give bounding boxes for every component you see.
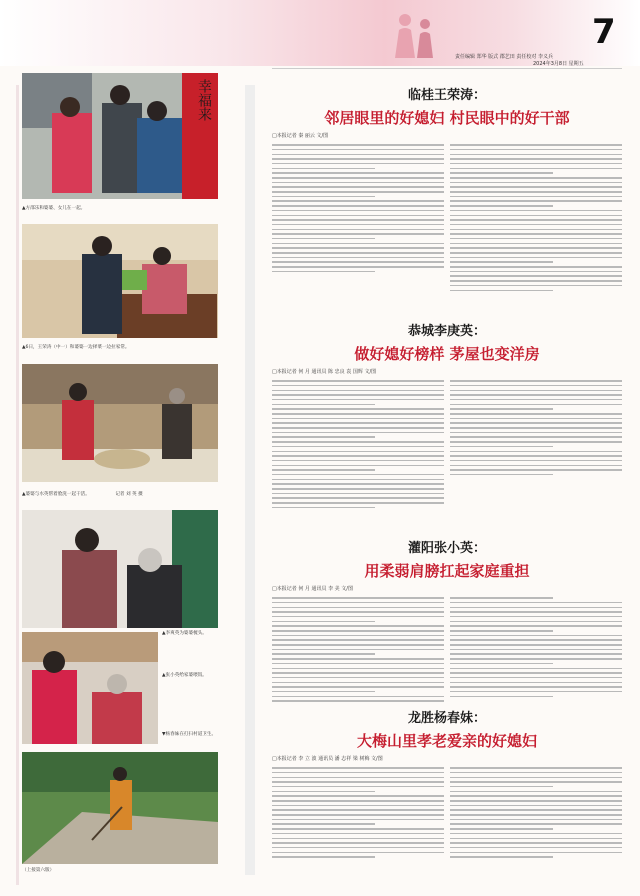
article-zhang-xiaoying xyxy=(272,537,622,705)
article-wang-rongtao xyxy=(272,84,622,294)
article-yang-chunmei xyxy=(272,707,622,861)
article-li-gengying xyxy=(272,320,622,511)
article-body xyxy=(272,141,622,294)
article-body xyxy=(272,764,622,861)
photo-family xyxy=(22,73,218,199)
article-body xyxy=(272,377,622,511)
photo-credit: 记者 刘 英 摄 xyxy=(115,492,143,497)
photo-caption-row xyxy=(22,492,222,498)
photo-kitchen xyxy=(22,224,218,338)
text-column-2 xyxy=(450,594,622,705)
page-number: 7 xyxy=(592,12,616,52)
article-byline: □本报记者 何 月 通讯员 李 美 文/图 xyxy=(272,586,353,592)
editor-credits: 责任编辑 郑华 版式 郡艺田 责任校对 李义兵 xyxy=(455,54,553,60)
text-column-2 xyxy=(450,141,622,294)
family-silhouette-icon xyxy=(385,8,445,63)
column-gutter xyxy=(245,85,255,875)
article-kicker: 临桂王荣涛： xyxy=(407,88,486,103)
couplet-text: 幸福来 xyxy=(196,79,212,121)
text-column-1 xyxy=(272,594,444,705)
article-headline: 大梅山里孝老爱亲的好媳妇 xyxy=(356,732,537,750)
photo-caption: ▲婆婆与水英帮着脸洗一起干活。 xyxy=(22,492,90,497)
issue-date: 2024年3月8日 星期五 xyxy=(533,61,584,67)
article-kicker: 灌阳张小英： xyxy=(407,541,486,556)
article-headline: 用柔弱肩膀扛起家庭重担 xyxy=(364,562,530,580)
text-column-2 xyxy=(450,377,622,511)
article-kicker: 龙胜杨春妹： xyxy=(407,711,486,726)
text-column-1 xyxy=(272,764,444,861)
photo-caption: ▲方邵乐和婆婆、女儿在一起。 xyxy=(22,206,86,211)
photo-feeding xyxy=(22,632,158,744)
article-headline: 做好媳好榜样 茅屋也变洋房 xyxy=(354,345,540,363)
photo-hair-combing xyxy=(22,510,218,628)
article-headline: 邻居眼里的好媳妇 村民眼中的好干部 xyxy=(324,109,570,127)
photo-courtyard xyxy=(22,364,218,482)
article-kicker: 恭城李庚英： xyxy=(407,324,486,339)
photo-caption: ▲张小英给家婆喂饭。 xyxy=(162,673,207,678)
photo-caption: ▲6日，王荣涛（中一）和婆婆一边择菜一边拉家常。 xyxy=(22,345,130,350)
photo-caption: ▼杨春妹在打扫村道卫生。 xyxy=(162,732,217,737)
article-byline: □本报记者 秦 丽云 文/图 xyxy=(272,133,329,139)
text-column-1 xyxy=(272,141,444,294)
text-column-2 xyxy=(450,764,622,861)
photo-village-road xyxy=(22,752,218,864)
photo-caption: ▲李爽英为婆婆梳头。 xyxy=(162,631,207,636)
article-byline: □本报记者 李 立 波 通讯员 潘 志祥 梁 树梅 文/图 xyxy=(272,756,383,762)
continued-from: （上接第六版） xyxy=(22,868,55,873)
article-body xyxy=(272,594,622,705)
left-border xyxy=(16,85,19,885)
article-byline: □本报记者 何 月 通讯员 陈 忠良 袁 国辉 文/图 xyxy=(272,369,377,375)
text-column-1 xyxy=(272,377,444,511)
header-rule xyxy=(272,68,622,69)
